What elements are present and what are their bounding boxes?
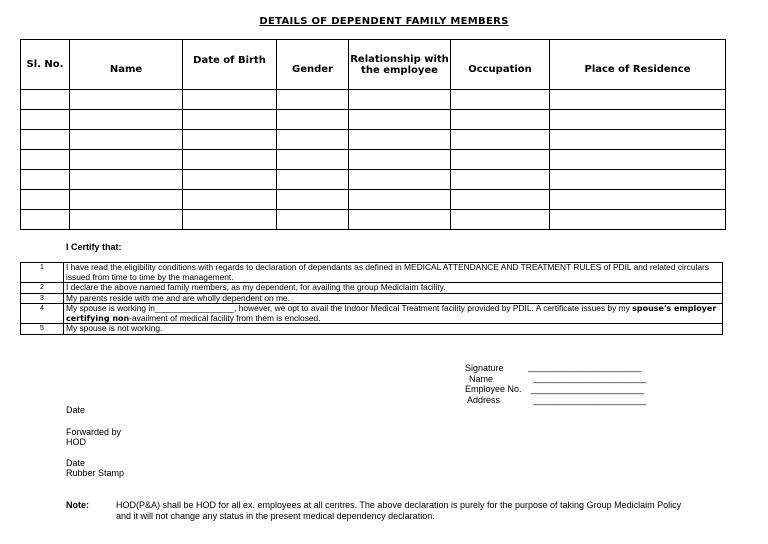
declaration-number: 2 [21,283,64,294]
table-cell[interactable] [21,110,70,130]
note-text [116,500,716,521]
table-cell[interactable] [550,190,726,210]
table-cell[interactable] [70,150,183,170]
declaration-text [64,304,723,324]
table-cell[interactable] [70,190,183,210]
table-cell[interactable] [183,170,277,190]
table-cell[interactable] [183,90,277,110]
table-cell[interactable] [550,130,726,150]
table-cell[interactable] [70,90,183,110]
header-date-of-birth: Date of Birth [183,40,277,90]
employee-no-label: Employee No. [465,384,522,394]
table-cell[interactable] [70,210,183,230]
declaration-number: 4 [21,304,64,324]
declaration-text: My spouse is not working. [64,324,723,335]
table-cell[interactable] [277,90,349,110]
declaration-text-part: My spouse is working in_________________, however, we opt to avail the Indoor Medical Treatment facility provided by PDIL. A certificate issues by my [66,303,633,313]
address-label: Address [467,395,501,405]
name-label: Name [469,374,494,384]
header-name: Name [70,40,183,90]
declaration-row [21,324,723,335]
table-cell[interactable] [277,210,349,230]
table-cell[interactable] [21,130,70,150]
family-members-table [20,39,726,230]
form-title: DETAILS OF DEPENDENT FAMILY MEMBERS [259,16,509,27]
table-cell[interactable] [21,210,70,230]
table-cell[interactable] [349,190,451,210]
declaration-text: I declare the above named family members, as my dependent, for availing the group Mediclaim facility. [64,283,723,294]
table-cell[interactable] [550,170,726,190]
table-row [21,170,726,190]
note-label: Note: [66,500,89,510]
signature-label: Signature [465,363,504,373]
table-cell[interactable] [550,150,726,170]
table-cell[interactable] [451,210,550,230]
declaration-text: My parents reside with me and are wholly dependent on me. [64,293,723,304]
declarations-table [20,262,723,335]
table-cell[interactable] [349,130,451,150]
signature-blank[interactable]: _________________________ [528,362,641,372]
table-cell[interactable] [349,170,451,190]
note-line: and it will not change any status in the present medical dependency declaration. [116,510,435,521]
table-cell[interactable] [70,170,183,190]
table-cell[interactable] [349,150,451,170]
table-row [21,210,726,230]
table-cell[interactable] [451,150,550,170]
table-cell[interactable] [277,150,349,170]
table-cell[interactable] [70,110,183,130]
note-line: HOD(P&A) shall be HOD for all ex. employees at all centres. The above declaration is purely for the purpose of taking Group Mediclaim Policy [116,500,682,510]
header-place-of-residence: Place of Residence [550,40,726,90]
forwarded-by-label: Forwarded by [66,427,122,437]
declaration-row [21,283,723,294]
declaration-text-bold: spouse's employer certifying non [66,304,717,323]
table-cell[interactable] [21,90,70,110]
table-cell[interactable] [349,110,451,130]
table-cell[interactable] [451,170,550,190]
table-cell[interactable] [21,170,70,190]
table-row [21,150,726,170]
table-row [21,190,726,210]
table-cell[interactable] [183,190,277,210]
rubber-stamp-label: Rubber Stamp [66,468,125,478]
table-cell[interactable] [451,130,550,150]
table-cell[interactable] [183,130,277,150]
declaration-text-part: -availment of medical facility from them is enclosed. [129,312,321,323]
declaration-number: 1 [21,263,64,283]
hod-label: HOD [66,437,86,447]
name-blank[interactable]: _________________________ [533,373,646,383]
table-cell[interactable] [349,90,451,110]
table-row [21,90,726,110]
table-row [21,130,726,150]
table-cell[interactable] [550,210,726,230]
table-cell[interactable] [277,190,349,210]
declaration-row [21,304,723,324]
declaration-row [21,263,723,283]
table-row [21,110,726,130]
table-cell[interactable] [183,110,277,130]
table-cell[interactable] [550,110,726,130]
table-cell[interactable] [451,110,550,130]
table-cell[interactable] [550,90,726,110]
table-cell[interactable] [21,150,70,170]
table-cell[interactable] [451,90,550,110]
table-header-row [21,40,726,90]
header-sl-no: Sl. No. [21,40,70,90]
certify-heading: I Certify that: [66,242,122,252]
table-cell[interactable] [451,190,550,210]
date-label-2: Date [66,458,86,468]
declaration-text: I have read the eligibility conditions with regards to declaration of dependants as defined in MEDICAL ATTENDANCE AND TREATMENT RULES of PDIL and related circulars issued from time to time by the management. [64,263,723,283]
table-cell[interactable] [277,130,349,150]
table-cell[interactable] [277,110,349,130]
date-label: Date [66,405,86,415]
header-occupation: Occupation [451,40,550,90]
declaration-row [21,293,723,304]
declaration-number: 5 [21,324,64,335]
table-cell[interactable] [21,190,70,210]
declaration-number: 3 [21,293,64,304]
table-cell[interactable] [183,210,277,230]
table-cell[interactable] [277,170,349,190]
header-relationship: Relationship with the employee [349,40,451,90]
header-gender: Gender [277,40,349,90]
employee-no-blank[interactable]: _________________________ [531,384,644,394]
address-blank[interactable]: _________________________ [533,395,646,405]
table-cell[interactable] [70,130,183,150]
table-cell[interactable] [349,210,451,230]
table-cell[interactable] [183,150,277,170]
